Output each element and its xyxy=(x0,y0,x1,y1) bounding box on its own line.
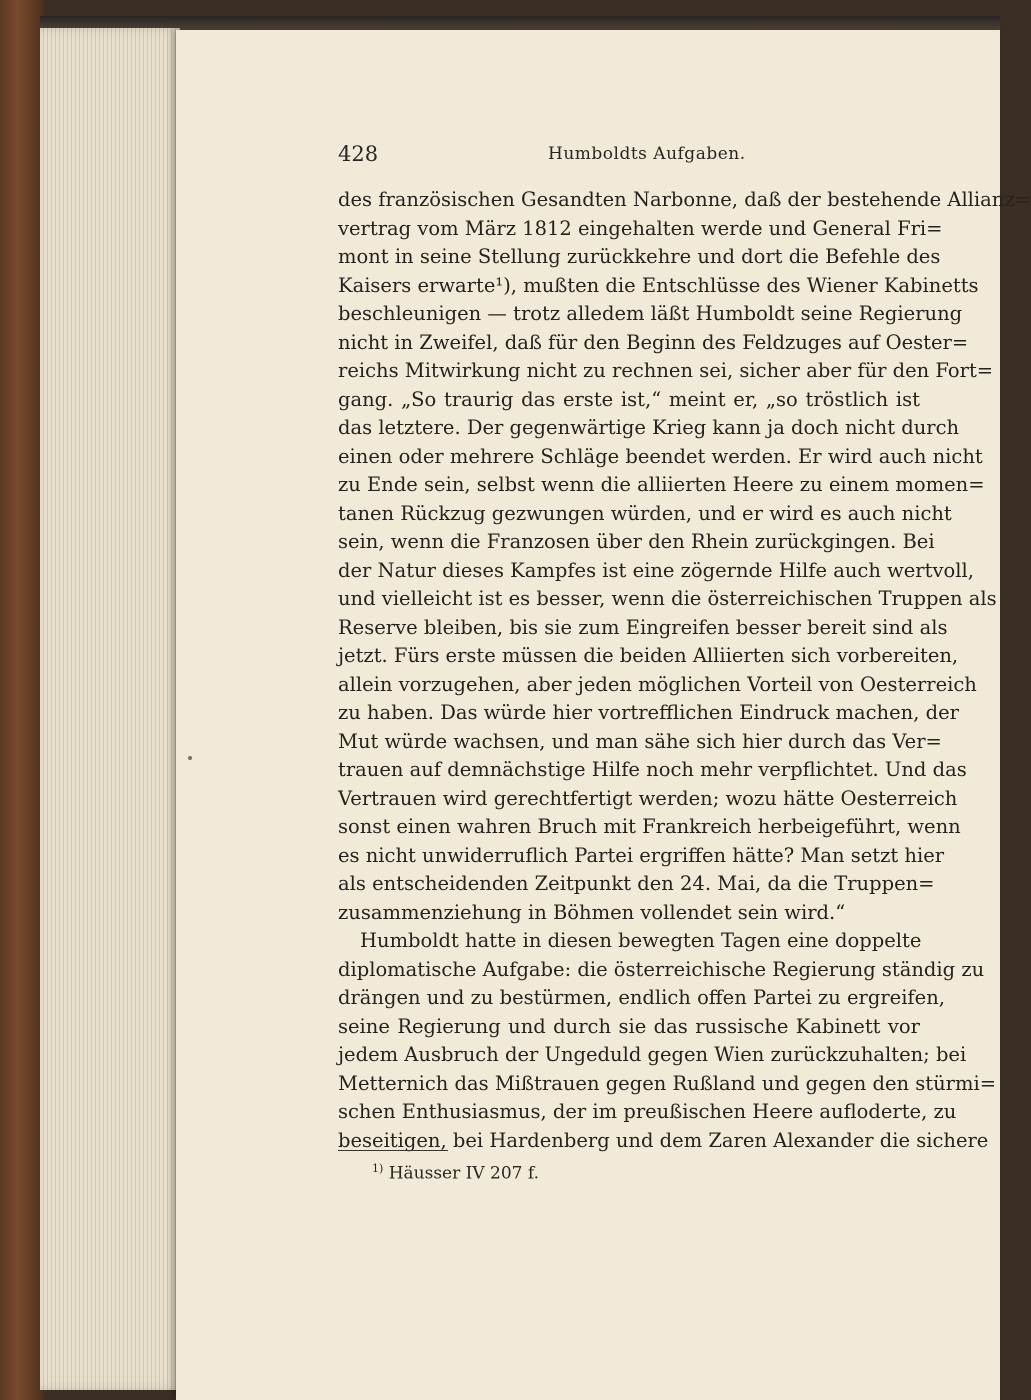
text-line: seine Regierung und durch sie das russische Kabinett vor xyxy=(338,1014,920,1038)
page-number: 428 xyxy=(338,142,379,166)
text-line: das letztere. Der gegenwärtige Krieg kann ja doch nicht durch xyxy=(338,416,960,439)
body-text xyxy=(338,186,1031,1155)
paragraph-end-line: zusammenziehung in Böhmen vollendet sein wird.“ xyxy=(338,900,846,924)
text-line: gang. „So traurig das erste ist,“ meint er, „so tröstlich ist xyxy=(338,387,920,411)
text-line: und vielleicht ist es besser, wenn die österreichischen Truppen als xyxy=(338,587,997,610)
text-line: allein vorzugehen, aber jeden möglichen Vorteil von Oesterreich xyxy=(338,672,977,696)
text-line: beseitigen, bei Hardenberg und dem Zaren Alexander die sichere xyxy=(338,1128,989,1152)
text-line: drängen und zu bestürmen, endlich offen Partei zu ergreifen, xyxy=(338,986,945,1009)
text-line: der Natur dieses Kampfes ist eine zögernde Hilfe auch wertvoll, xyxy=(338,558,974,582)
text-line: zu haben. Das würde hier vortrefflichen Eindruck machen, der xyxy=(338,701,959,724)
text-line: sonst einen wahren Bruch mit Frankreich herbeigeführt, wenn xyxy=(338,815,961,838)
book-binding xyxy=(0,0,44,1400)
footnote-text: Häusser IV 207 f. xyxy=(388,1163,539,1184)
running-title: Humboldts Aufgaben. xyxy=(548,144,746,164)
text-line: sein, wenn die Franzosen über den Rhein zurückgingen. Bei xyxy=(338,530,935,553)
text-line: Metternich das Mißtrauen gegen Rußland und gegen den stürmi= xyxy=(338,1071,997,1095)
text-line: nicht in Zweifel, daß für den Beginn des Feldzuges auf Oester= xyxy=(338,330,969,354)
text-line: vertrag vom März 1812 eingehalten werde und General Fri= xyxy=(338,216,943,240)
text-line: des französischen Gesandten Narbonne, daß der bestehende Allianz= xyxy=(338,188,1031,211)
text-line: Mut würde wachsen, und man sähe sich hier durch das Ver= xyxy=(338,729,942,753)
text-line: diplomatische Aufgabe: die österreichische Regierung ständig zu xyxy=(338,957,985,981)
text-line: zu Ende sein, selbst wenn die alliierten Heere zu einem momen= xyxy=(338,473,985,496)
paragraph-start-line: Humboldt hatte in diesen bewegten Tagen eine doppelte xyxy=(360,929,922,952)
footnote-marker: 1) xyxy=(372,1162,384,1175)
text-line: reichs Mitwirkung nicht zu rechnen sei, sicher aber für den Fort= xyxy=(338,359,994,382)
text-line: Kaisers erwarte¹), mußten die Entschlüsse des Wiener Kabinetts xyxy=(338,273,979,297)
text-line: mont in seine Stellung zurückkehre und dort die Befehle des xyxy=(338,245,941,268)
text-line: jetzt. Fürs erste müssen die beiden Alliierten sich vorbereiten, xyxy=(338,644,959,667)
text-line: Reserve bleiben, bis sie zum Eingreifen besser bereit sind als xyxy=(338,615,948,639)
text-line: trauen auf demnächstige Hilfe noch mehr verpflichtet. Und das xyxy=(338,758,967,781)
page-header xyxy=(338,142,918,172)
page-edges xyxy=(40,28,180,1390)
text-line: als entscheidenden Zeitpunkt den 24. Mai, da die Truppen= xyxy=(338,872,935,895)
text-line: beschleunigen — trotz alledem läßt Humboldt seine Regierung xyxy=(338,302,963,325)
text-line: Vertrauen wird gerechtfertigt werden; wozu hätte Oesterreich xyxy=(338,786,958,810)
text-line: einen oder mehrere Schläge beendet werden. Er wird auch nicht xyxy=(338,444,983,468)
page-speck xyxy=(188,756,192,760)
footnote xyxy=(372,1162,539,1184)
text-line: jedem Ausbruch der Ungeduld gegen Wien zurückzuhalten; bei xyxy=(338,1043,967,1066)
footnote-rule xyxy=(338,1150,448,1151)
text-line: es nicht unwiderruflich Partei ergriffen hätte? Man setzt hier xyxy=(338,843,945,867)
text-line: tanen Rückzug gezwungen würden, und er wird es auch nicht xyxy=(338,501,952,525)
text-line: schen Enthusiasmus, der im preußischen Heere aufloderte, zu xyxy=(338,1100,957,1123)
